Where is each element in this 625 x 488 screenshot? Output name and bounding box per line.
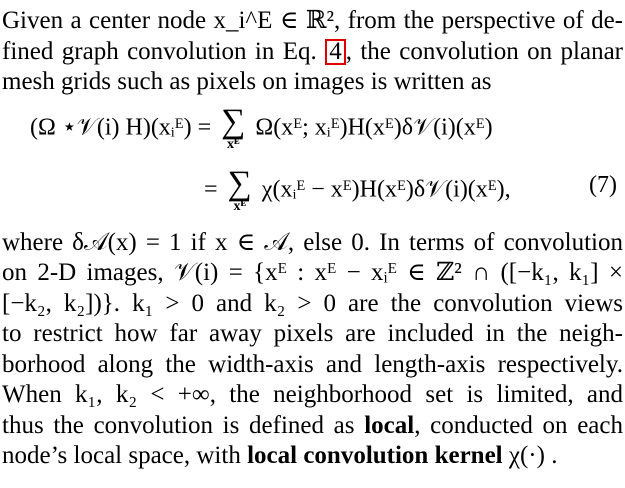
text-line <box>2 411 623 442</box>
text-fragment: , conducted on each <box>414 411 623 439</box>
text-line: Given a center node x_i^E ∈ ℝ², from the perspective of de- <box>2 7 623 34</box>
equation-row-2 <box>204 164 511 214</box>
text-line: to restrict how far away pixels are included in the neigh- <box>2 320 623 347</box>
summation-symbol: ∑ xᴱ <box>227 164 252 214</box>
bold-term-local: local <box>364 411 415 439</box>
text-line: When k₁, k₂ < +∞, the neighborhood set is limited, and <box>2 381 623 408</box>
text-fragment: , the convolution on planar <box>345 37 623 65</box>
summation-index: xᴱ <box>227 136 240 152</box>
text-line <box>2 37 623 68</box>
paragraph-intro <box>2 6 623 98</box>
text-fragment: thus the convolution is defined as <box>2 411 355 439</box>
bold-term-local-convolution-kernel: local convolution kernel <box>247 442 503 469</box>
equation-equals: = <box>204 176 218 203</box>
text-line <box>2 441 623 472</box>
text-line: where δ𝒜(x) = 1 if x ∈ 𝒜, else 0. In terms of convolution <box>2 228 623 256</box>
text-line: borhood along the width-axis and length-axis respectively. <box>2 350 623 378</box>
equation-rhs-1: Ω(xᴱ; xᵢᴱ)H(xᴱ)δ𝒱(i)(xᴱ) <box>255 114 493 141</box>
text-line: mesh grids such as pixels on images is written as <box>2 68 492 95</box>
equation-7 <box>2 98 623 228</box>
paragraph-definition <box>2 228 623 472</box>
text-line: [−k₂, k₂])}. k₁ > 0 and k₂ > 0 are the convolution views <box>2 289 623 317</box>
equation-reference-link[interactable]: 4 <box>325 39 346 65</box>
text-fragment: fined graph convolution in Eq. <box>2 37 317 65</box>
equation-rhs-2: χ(xᵢᴱ − xᴱ)H(xᴱ)δ𝒱(i)(xᴱ), <box>261 176 511 203</box>
equation-lhs: (Ω ⋆𝒱(i) H)(xᵢᴱ) = <box>30 114 212 141</box>
text-line: on 2-D images, 𝒱(i) = {xᴱ : xᴱ − xᵢᴱ ∈ ℤ² ∩ ([−k₁, k₁] × <box>2 259 623 286</box>
text-fragment: χ(·) . <box>508 442 558 469</box>
equation-number: (7) <box>589 171 617 198</box>
summation-symbol: ∑ xᴱ <box>221 102 246 152</box>
equation-row-1 <box>30 102 493 152</box>
summation-index: xᴱ <box>233 198 246 214</box>
text-fragment: node’s local space, with <box>2 442 241 469</box>
